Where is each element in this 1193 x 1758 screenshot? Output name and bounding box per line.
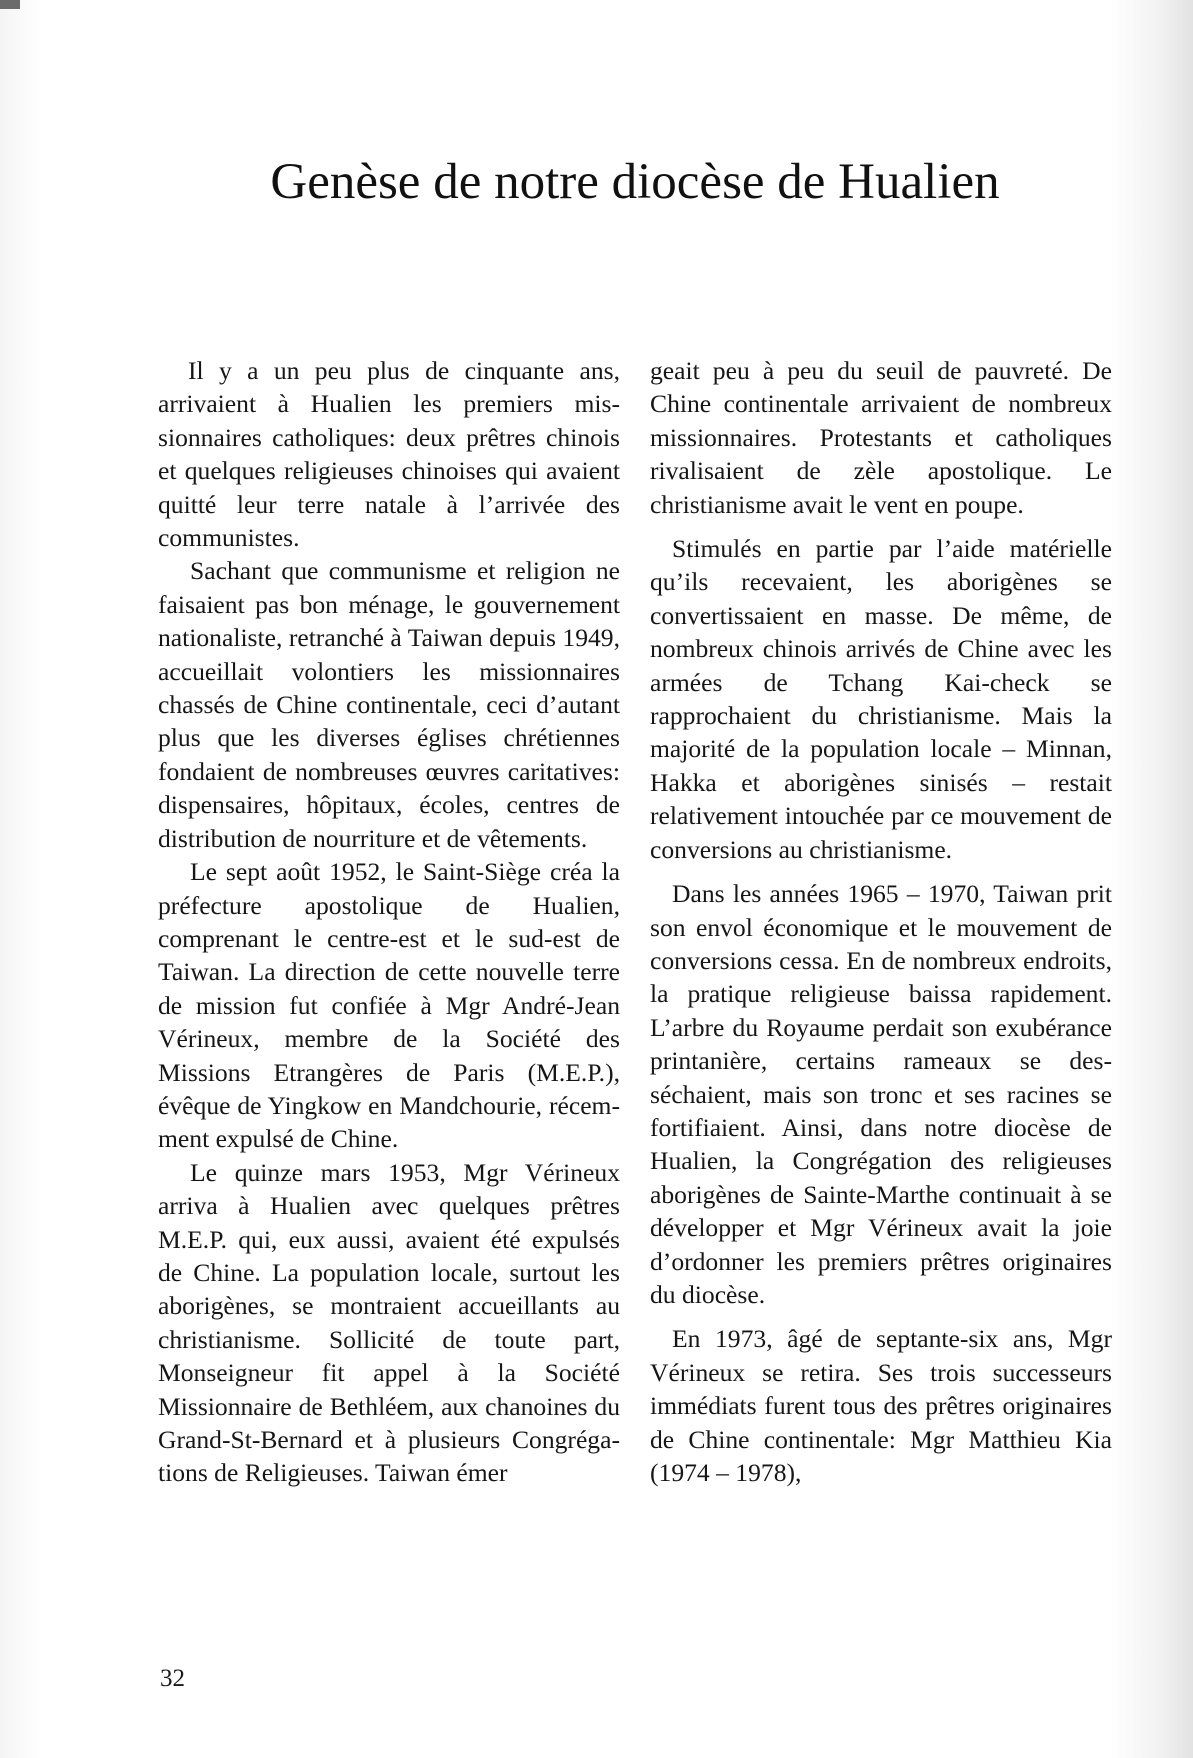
page-number: 32 xyxy=(160,1665,185,1692)
left-text-column xyxy=(158,354,620,1490)
page-title: Genèse de notre diocèse de Hualien xyxy=(270,154,1000,210)
paragraph-conversions: Stimulés en partie par l’aide matérielle qu’ils recevaient, les aborigènes se convertissaient en masse. De même, de nombreux chinois arrivés de Chine avec les armées de Tchang Kai-check se rapprochaient du christianisme. Mais la majorité de la population locale – Minnan, Hakka et aborigènes sinisés – restait relativement intouchée par ce mouvement de conversions au christianisme. xyxy=(650,534,1112,864)
page-edge-mark xyxy=(0,0,20,9)
paragraph-continuation: geait peu à peu du seuil de pauvreté. De Chine continentale arrivaient de nombreux missionnaires. Protestants et catholiques rivalisaient de zèle apostolique. Le christianisme avait le vent en poupe. xyxy=(650,356,1112,519)
paragraph-prefecture-1952: Le sept août 1952, le Saint-Siège créa la préfecture apostolique de Hualien, comprenant le centre-est et le sud-est de Taiwan. La direction de cette nouvelle terre de mission fut confiée à Mgr André-Jean Vérineux, membre de la Société des Missions Etrangères de Paris (M.E.P.), évêque de Yingkow en Mandchourie, récemment expulsé de Chine. xyxy=(158,857,620,1154)
paragraph-arrival-missionaries: Il y a un peu plus de cinquante ans, arrivaient à Hualien les premiers missionnaires catholiques: deux prêtres chinois et quelques religieuses chinoises qui avaient quitté leur terre natale à l’arrivée des communistes. xyxy=(158,356,620,553)
right-text-column xyxy=(650,354,1112,1489)
paragraph-nationalist-government: Sachant que communisme et religion ne faisaient pas bon ménage, le gouvernement nationaliste, retranché à Taiwan depuis 1949, accueillait volontiers les missionnaires chassés de Chine continentale, ceci d’autant plus que les diverses églises chrétiennes fondaient de nombreuses œuvres caritatives: dispensaires, hôpitaux, écoles, centres de distribution de nourriture et de vêtements. xyxy=(158,556,620,853)
paragraph-retirement-1973: En 1973, âgé de septante-six ans, Mgr Vérineux se retira. Ses trois successeurs immédiats furent tous des prêtres originaires de Chine continentale: Mgr Matthieu Kia (1974 – 1978), xyxy=(650,1324,1112,1487)
paragraph-economic-takeoff: Dans les années 1965 – 1970, Taiwan prit son envol économique et le mouvement de conversions cessa. En de nombreux endroits, la pratique religieuse baissa rapidement. L’arbre du Royaume perdait son exubérance printanière, certains rameaux se desséchaient, mais son tronc et ses racines se fortifiaient. Ainsi, dans notre diocèse de Hualien, la Congrégation des religieuses aborigènes de Sainte-Marthe continuait à se développer et Mgr Vérineux avait la joie d’ordonner les premiers prêtres originaires du diocèse. xyxy=(650,879,1112,1309)
paragraph-arrival-1953: Le quinze mars 1953, Mgr Vérineux arriva à Hualien avec quelques prêtres M.E.P. qui, eux aussi, avaient été expulsés de Chine. La population locale, surtout les aborigènes, se montraient accueillants au christianisme. Sollicité de toute part, Monseigneur fit appel à la Société Missionnaire de Bethléem, aux chanoines du Grand-St-Bernard et à plusieurs Congrégations de Religieuses. Taiwan émer xyxy=(158,1157,620,1488)
